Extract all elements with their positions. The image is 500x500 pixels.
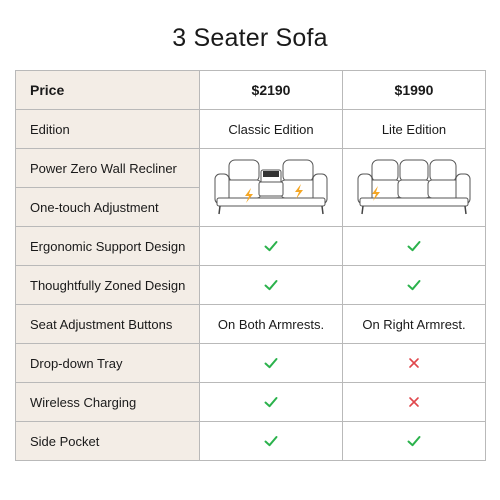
check-icon (263, 433, 279, 449)
row-label-tray: Drop-down Tray (16, 344, 200, 383)
lite-sofa-image-cell (343, 149, 486, 227)
cross-icon (406, 394, 422, 410)
classic-buttons-value: On Both Armrests. (200, 305, 343, 344)
table-row (16, 344, 486, 383)
table-row (16, 149, 486, 188)
table-row (16, 266, 486, 305)
check-icon (406, 433, 422, 449)
comparison-table (15, 70, 486, 461)
classic-sofa-image-cell (200, 149, 343, 227)
check-icon (263, 355, 279, 371)
check-icon (263, 238, 279, 254)
row-label-ergonomic: Ergonomic Support Design (16, 227, 200, 266)
lite-sofa-icon (354, 152, 474, 224)
lite-buttons-value: On Right Armrest. (343, 305, 486, 344)
table-row (16, 227, 486, 266)
row-label-recliner: Power Zero Wall Recliner (16, 149, 200, 188)
classic-edition-value: Classic Edition (200, 110, 343, 149)
table-header-row (16, 71, 486, 110)
header-classic-price: $2190 (200, 71, 343, 110)
table-row (16, 110, 486, 149)
table-row (16, 305, 486, 344)
check-icon (263, 394, 279, 410)
row-label-pocket: Side Pocket (16, 422, 200, 461)
cross-icon (406, 355, 422, 371)
row-label-onetouch: One-touch Adjustment (16, 188, 200, 227)
header-lite-price: $1990 (343, 71, 486, 110)
table-row (16, 422, 486, 461)
check-icon (406, 277, 422, 293)
row-label-wireless: Wireless Charging (16, 383, 200, 422)
row-label-buttons: Seat Adjustment Buttons (16, 305, 200, 344)
row-label-edition: Edition (16, 110, 200, 149)
classic-sofa-icon (211, 152, 331, 224)
page-title: 3 Seater Sofa (172, 24, 328, 52)
lite-edition-value: Lite Edition (343, 110, 486, 149)
check-icon (263, 277, 279, 293)
row-label-zoned: Thoughtfully Zoned Design (16, 266, 200, 305)
header-price-label: Price (16, 71, 200, 110)
table-row (16, 383, 486, 422)
check-icon (406, 238, 422, 254)
